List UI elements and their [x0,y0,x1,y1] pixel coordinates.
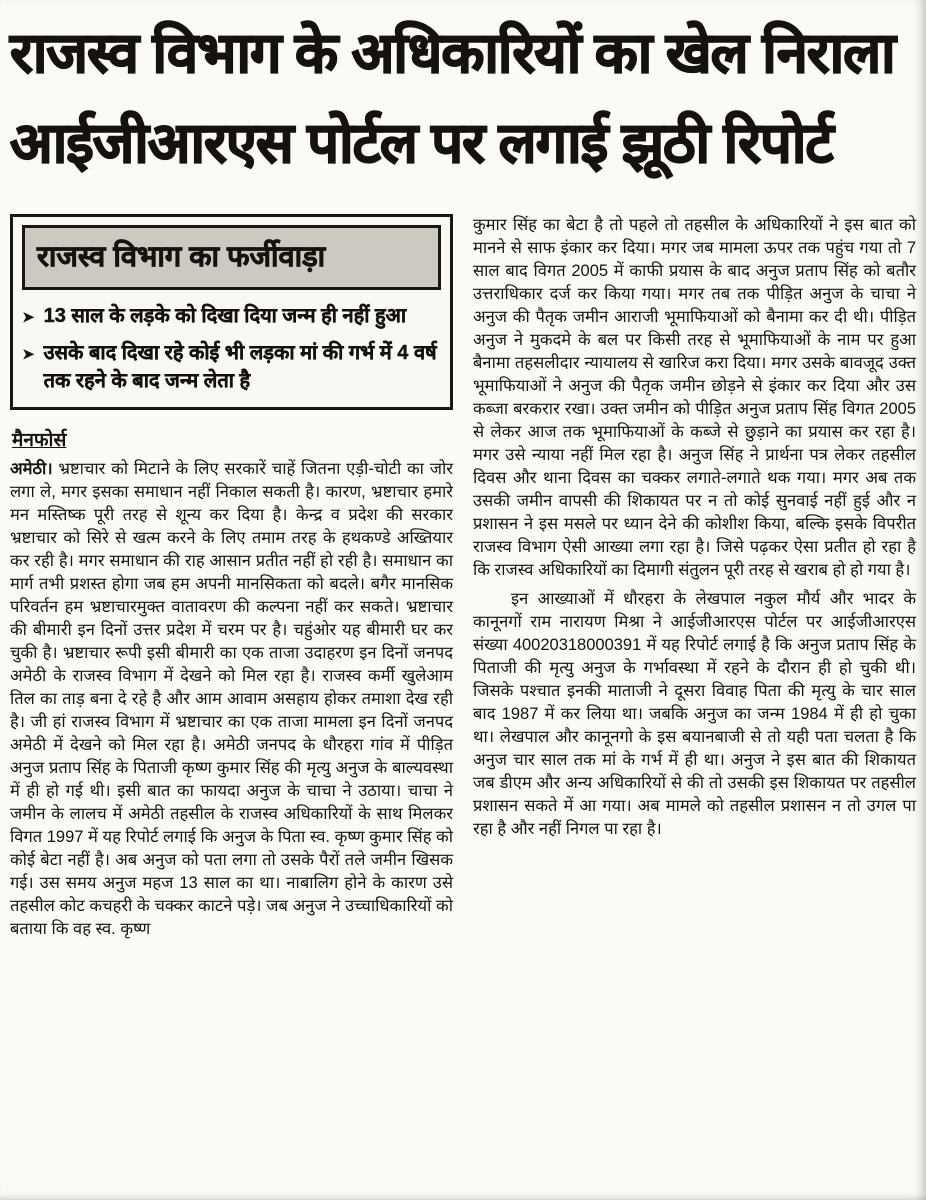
left-column [10,214,453,941]
highlight-bullet-text: 13 साल के लड़के को दिखा दिया जन्म ही नहीं हुआ [43,305,407,327]
right-column [473,214,916,941]
byline: मैनफोर्स [12,430,67,451]
article-paragraph-left-text: भ्रष्टाचार को मिटाने के लिए सरकारें चाहें जितना एड़ी-चोटी का जोर लगा ले, मगर इसका समाधान नहीं निकाल सकती है। कारण, भ्रष्टाचार हमारे मन मस्तिष्क पूरी तरह से शून्य कर दिया है। केन्द्र व प्रदेश की सरकार भ्रष्टाचार को सिरे से खत्म करने के लिए तमाम तरह के हथकण्डे अख्तियार कर रही है। मगर समाधान की राह आसान प्रतीत नहीं हो रही है। समाधान का मार्ग तभी प्रशस्त होगा जब हम अपनी मानसिकता को बदले। बगैर मानसिक परिवर्तन हम भ्रष्टाचारमुक्त वातावरण की कल्पना नहीं कर सकते। भ्रष्टाचार की बीमारी इन दिनों उत्तर प्रदेश में चरम पर है। चहुंओर यह बीमारी घर कर चुकी है। भ्रष्टाचार रूपी इसी बीमारी का एक ताजा उदाहरण इन दिनों जनपद अमेठी के राजस्व विभाग में देखने को मिल रहा है। राजस्व कर्मी खुलेआम तिल का ताड़ बना दे रहे है और आम आवाम असहाय होकर तमाशा देख रही है। जी हां राजस्व विभाग में भ्रष्टाचार का एक ताजा मामला इन दिनों जनपद अमेठी में देखने को मिल रहा है। अमेठी जनपद के धौरहरा गांव में पीड़ित अनुज प्रताप सिंह के पिताजी कृष्ण कुमार सिंह की मृत्यु अनुज के बाल्यवस्था में ही हो गई थी। इसी बात का फायदा अनुज के चाचा ने उठाया। चाचा ने जमीन के लालच में अमेठी तहसील के राजस्व अधिकारियों के साथ मिलकर विगत 1997 में यह रिपोर्ट लगाई कि अनुज के पिता स्व. कृष्ण कुमार सिंह को कोई बेटा नहीं है। अब अनुज को पता लगा तो उसके पैरों तले जमीन खिसक गई। उस समय अनुज महज 13 साल का था। नाबालिग होने के कारण उसे तहसील कोट कचहरी के चक्कर काटने पड़े। जब अनुज ने उच्चाधिकारियों को बताया कि वह स्व. कृष्ण [10,460,453,938]
arrow-bullet-icon: ➤ [22,346,35,363]
dateline: अमेठी। [10,460,53,478]
headline-line-2: आईजीआरएस पोर्टल पर लगाई झूठी रिपोर्ट [10,111,833,174]
headline-line-1: राजस्व विभाग के अधिकारियों का खेल निराला [10,21,895,84]
arrow-bullet-icon: ➤ [22,309,35,326]
highlight-bullet-text: उसके बाद दिखा रहे कोई भी लड़का मां की गर्भ में 4 वर्ष तक रहने के बाद जन्म लेता है [43,342,437,392]
article-paragraph-right-1: कुमार सिंह का बेटा है तो पहले तो तहसील के अधिकारियों ने इस बात को मानने से साफ इंकार कर दिया। मगर जब मामला ऊपर तक पहुंच गया तो 7 साल बाद विगत 2005 में काफी प्रयास के बाद अनुज प्रताप सिंह को बतौर उत्तराधिकार दर्ज कर किया गया। मगर तब तक पीड़ित अनुज के चाचा ने अनुज की पैतृक जमीन आराजी भूमाफियाओं को बैनामा कर दी थी। पीड़ित अनुज ने मुकदमे के बल पर किसी तरह से भूमाफियाओं के नाम पर हुआ बैनामा तहसलीदार न्यायालय से खारिज करा दिया। मगर उसके बावजूद उक्त भूमाफियाओं ने अनुज की पैतृक जमीन छोड़ने से इंकार कर दिया और उस कब्जा बरकरार रखा। उक्त जमीन को पीड़ित अनुज प्रताप सिंह विगत 2005 से लेकर आज तक भूमाफियाओं के कब्जे से छुड़ाने का प्रयास कर रहा है। मगर उसे न्याया नहीं मिल रहा है। अनुज सिंह ने प्रार्थना पत्र लेकर तहसील दिवस और थाना दिवस का चक्कर लगाते-लगाते थक गया। मगर अब तक उसकी जमीन वापसी की शिकायत पर न तो कोई सुनवाई नहीं हुई और न प्रशासन ने इस मसले पर ध्यान देने की कोशीश किया, बल्कि इसके विपरीत राजस्व विभाग ऐसी आख्या लगा रहा है। जिसे पढ़कर ऐसा प्रतीत हो रहा है कि राजस्व अधिकारियों का दिमागी संतुलन पूरी तरह से खराब हो हो गया है। [473,216,916,579]
highlight-bullet [22,302,441,330]
article-columns [10,214,916,941]
highlight-bullet [22,339,441,395]
highlight-box-title: राजस्व विभाग का फर्जीवाड़ा [22,225,441,290]
article-paragraph-left [10,458,453,941]
article-paragraph-right-2: इन आख्याओं में धौरहरा के लेखपाल नकुल मौर्य और भादर के कानूनगों राम नारायण मिश्रा ने आईजीआरएस पोर्टल पर आईजीआरएस संख्या 40020318000391 में यह रिपोर्ट लगाई है कि अनुज प्रताप सिंह के पिताजी की मृत्यु अनुज के गर्भावस्था में रहने के दौरान ही हो चुकी थी। जिसके पश्चात इनकी माताजी ने दूसरा विवाह पिता की मृत्यु के चार साल बाद 1987 में कर लिया था। जबकि अनुज का जन्म 1984 में ही हो चुका था। लेखपाल और कानूनगो के इस बयानबाजी से तो यही पता चलता है कि अनुज चार साल तक मां के गर्भ में ही था। अनुज ने इस बात की शिकायत जब डीएम और अन्य अधिकारियों से की तो उसकी इस शिकायत पर तहसील प्रशासन सकते में आ गया। अब मामले को तहसील प्रशासन न तो उगल पा रहा है और नहीं निगल पा रहा है। [473,590,916,838]
highlight-box [10,214,453,410]
